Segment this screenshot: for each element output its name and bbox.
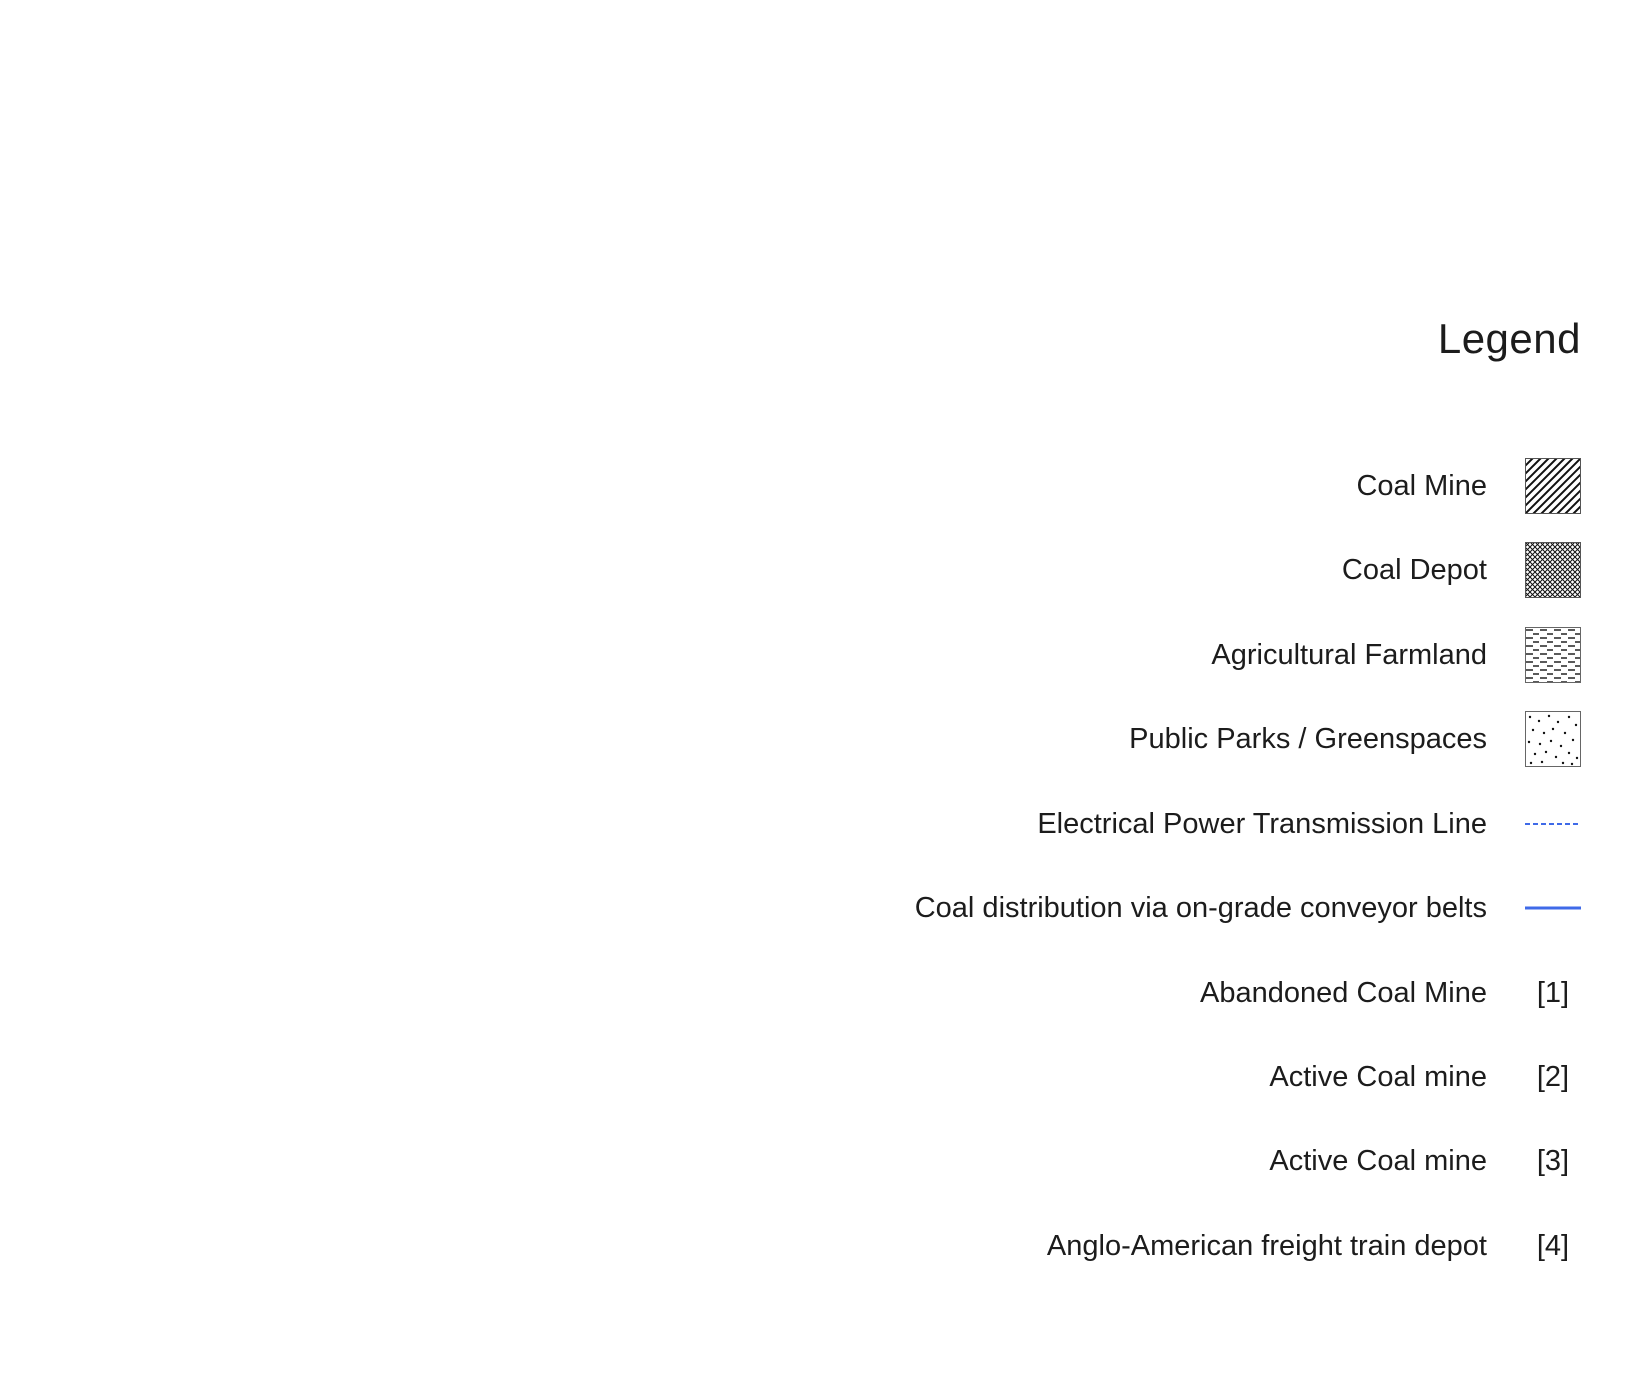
number-marker-4 [1525,1218,1581,1274]
legend-item-label: Coal distribution via on-grade conveyor belts [914,891,1487,924]
solid-line-icon [1525,880,1581,936]
legend-item-active-coal-mine-2 [1269,1049,1581,1105]
number-marker-2 [1525,1049,1581,1105]
dot-pattern-swatch-icon [1525,711,1581,767]
legend-item-abandoned-coal-mine [1200,965,1581,1021]
dashed-line-icon [1525,796,1581,852]
legend-item-label: Abandoned Coal Mine [1200,976,1487,1009]
legend-item-label: Coal Mine [1356,469,1487,502]
diagonal-hatch-swatch-icon [1525,458,1581,514]
legend-item-label: Active Coal mine [1269,1060,1487,1093]
legend-item-label: Coal Depot [1341,553,1487,586]
legend-item-agricultural-farmland [1211,627,1581,683]
legend-title: Legend [1437,315,1581,362]
marker-number: [3] [1536,1144,1570,1177]
legend-item-label: Public Parks / Greenspaces [1129,722,1487,755]
dash-pattern-swatch-icon [1525,627,1581,683]
marker-number: [2] [1536,1060,1570,1093]
legend-item-coal-depot [1342,542,1581,598]
legend-item-label: Anglo-American freight train depot [1046,1229,1487,1262]
marker-number: [1] [1536,976,1570,1009]
crosshatch-swatch-icon [1525,542,1581,598]
legend-item-power-line [1037,796,1581,852]
legend-item-label: Active Coal mine [1269,1144,1487,1177]
marker-number: [4] [1536,1229,1570,1262]
number-marker-1 [1525,965,1581,1021]
legend-item-coal-mine [1356,458,1581,514]
legend-item-conveyor-belts [915,880,1581,936]
legend-item-label: Electrical Power Transmission Line [1037,807,1487,840]
legend-item-freight-train-depot [1047,1218,1581,1274]
number-marker-3 [1525,1133,1581,1189]
legend-item-label: Agricultural Farmland [1211,638,1487,671]
legend-item-public-parks [1129,711,1581,767]
legend-item-active-coal-mine-3 [1269,1133,1581,1189]
